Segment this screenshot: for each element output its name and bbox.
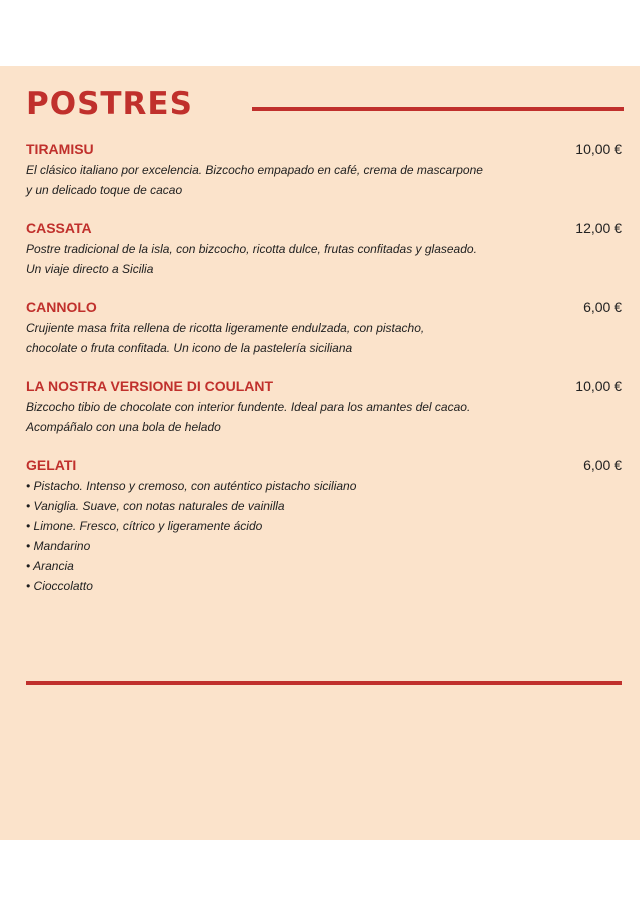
item-price: 10,00 € [575, 378, 622, 394]
description-line: Crujiente masa frita rellena de ricotta ligeramente endulzada, con pistacho, [26, 321, 425, 335]
item-price: 6,00 € [583, 299, 622, 315]
description-line: y un delicado toque de cacao [26, 183, 183, 197]
item-description [26, 397, 622, 437]
description-line: Postre tradicional de la isla, con bizcocho, ricotta dulce, frutas confitadas y glaseado. [26, 242, 477, 256]
item-description [26, 239, 622, 279]
menu-item-gelati [26, 456, 622, 596]
menu-item-coulant [26, 377, 622, 437]
description-line: Un viaje directo a Sicilia [26, 262, 154, 276]
description-line: Bizcocho tibio de chocolate con interior fundente. Ideal para los amantes del cacao. [26, 400, 471, 414]
item-price: 10,00 € [575, 141, 622, 157]
flavor-item: • Cioccolatto [26, 579, 93, 593]
flavor-item: • Limone. Fresco, cítrico y ligeramente ácido [26, 519, 263, 533]
flavor-item: • Mandarino [26, 539, 91, 553]
item-name: CANNOLO [26, 299, 97, 315]
title-divider [252, 107, 624, 111]
item-name: GELATI [26, 457, 77, 473]
item-description [26, 318, 622, 358]
section-header [26, 84, 624, 124]
flavor-list [26, 476, 622, 596]
item-description [26, 160, 622, 200]
item-name: CASSATA [26, 220, 92, 236]
flavor-item: • Pistacho. Intenso y cremoso, con auténtico pistacho siciliano [26, 479, 357, 493]
description-line: Acompáñalo con una bola de helado [26, 420, 221, 434]
item-price: 6,00 € [583, 457, 622, 473]
flavor-item: • Arancia [26, 559, 74, 573]
item-name: LA NOSTRA VERSIONE DI COULANT [26, 378, 274, 394]
menu-item-tiramisu [26, 140, 622, 200]
menu-sheet [0, 66, 640, 840]
description-line: chocolate o fruta confitada. Un icono de la pastelería siciliana [26, 341, 353, 355]
menu-item-cannolo [26, 298, 622, 358]
flavor-item: • Vaniglia. Suave, con notas naturales de vainilla [26, 499, 285, 513]
description-line: El clásico italiano por excelencia. Bizcocho empapado en café, crema de mascarpone [26, 163, 483, 177]
section-title: POSTRES [26, 86, 193, 122]
menu-item-cassata [26, 219, 622, 279]
bottom-divider [26, 681, 622, 685]
item-name: TIRAMISU [26, 141, 94, 157]
item-price: 12,00 € [575, 220, 622, 236]
